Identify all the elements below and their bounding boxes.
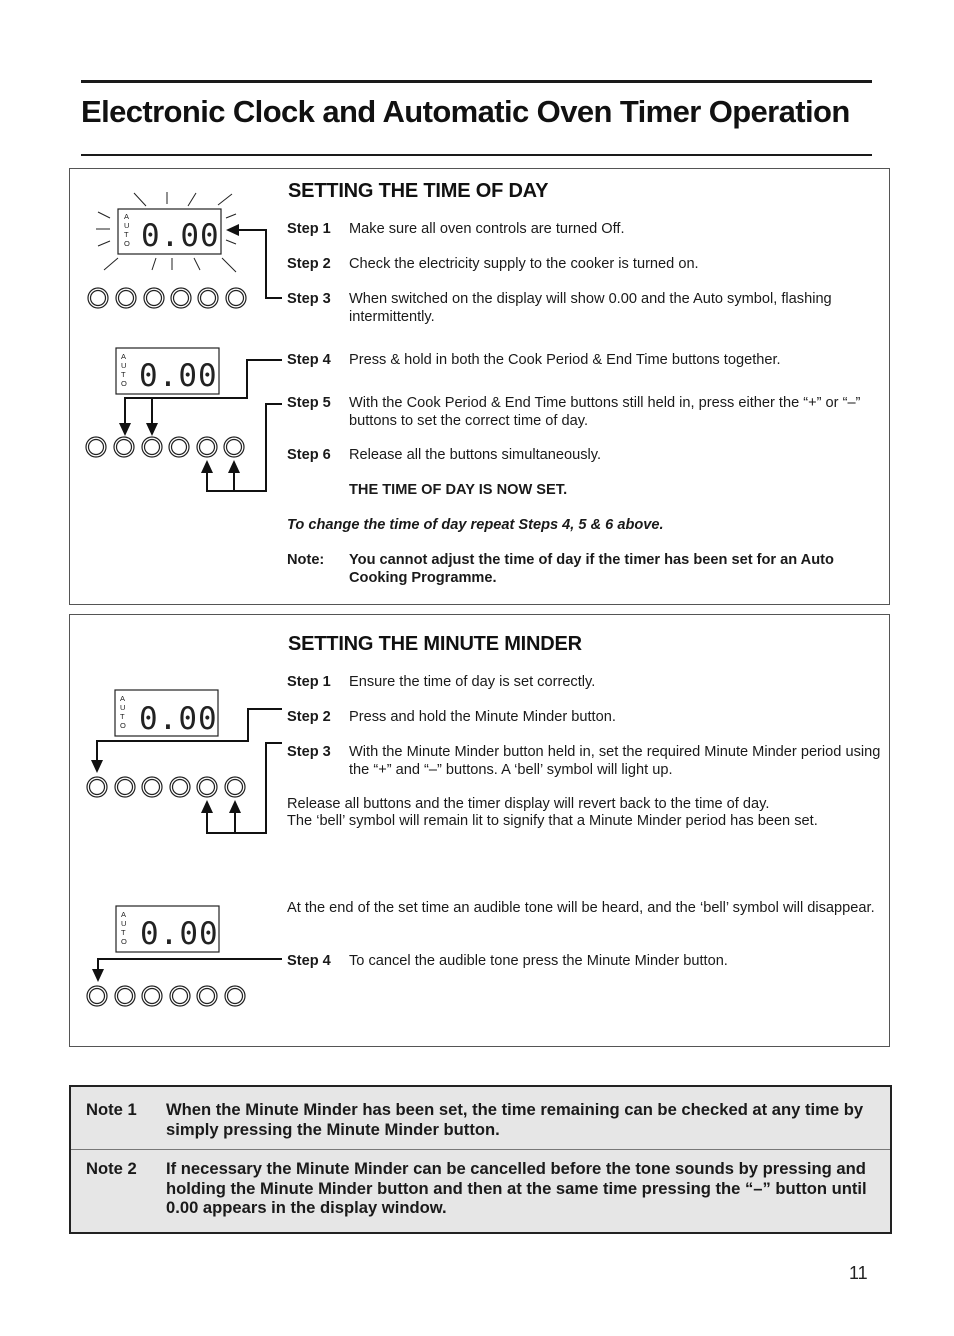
svg-text:O: O bbox=[120, 721, 126, 730]
svg-text:T: T bbox=[120, 712, 125, 721]
step-text: Make sure all oven controls are turned Off. bbox=[349, 221, 625, 237]
display-readout: 0.00 bbox=[141, 218, 220, 254]
section-heading-minute-minder: SETTING THE MINUTE MINDER bbox=[288, 633, 582, 655]
svg-text:O: O bbox=[121, 937, 127, 946]
step-label: Step 5 bbox=[287, 395, 331, 411]
end-paragraph: At the end of the set time an audible tone will be heard, and the ‘bell’ symbol will disappear. bbox=[287, 900, 875, 916]
svg-text:T: T bbox=[121, 928, 126, 937]
step-text: Press & hold in both the Cook Period & End Time buttons together. bbox=[349, 352, 781, 368]
note-label: Note 1 bbox=[86, 1100, 137, 1119]
svg-text:0.00: 0.00 bbox=[139, 358, 218, 394]
step-text: Check the electricity supply to the cooker is turned on. bbox=[349, 256, 699, 272]
step-label: Step 6 bbox=[287, 447, 331, 463]
page-number: 11 bbox=[849, 1263, 868, 1283]
notes-box bbox=[69, 1085, 892, 1234]
svg-text:O: O bbox=[121, 379, 127, 388]
step-label: Step 4 bbox=[287, 953, 331, 969]
confirmation-text: THE TIME OF DAY IS NOW SET. bbox=[349, 482, 568, 498]
svg-text:0.00: 0.00 bbox=[140, 916, 219, 952]
note-1 bbox=[71, 1087, 890, 1150]
note-label: Note 2 bbox=[86, 1159, 137, 1178]
auto-letter: O bbox=[124, 239, 130, 248]
step-text: Ensure the time of day is set correctly. bbox=[349, 674, 596, 690]
svg-text:0.00: 0.00 bbox=[139, 701, 218, 737]
svg-text:U: U bbox=[120, 703, 126, 712]
step-label: Step 2 bbox=[287, 256, 331, 272]
repeat-instruction: To change the time of day repeat Steps 4, 5 & 6 above. bbox=[287, 517, 664, 533]
step-text: To cancel the audible tone press the Minute Minder button. bbox=[349, 953, 728, 969]
timer-display-4 bbox=[116, 906, 219, 952]
note-text: When the Minute Minder has been set, the time remaining can be checked at any time by simply pressing the Minute Minder button. bbox=[166, 1100, 864, 1139]
svg-text:U: U bbox=[121, 361, 127, 370]
section-heading-time-of-day: SETTING THE TIME OF DAY bbox=[288, 180, 549, 202]
auto-letter: U bbox=[124, 221, 130, 230]
step-label: Step 1 bbox=[287, 674, 331, 690]
note-label: Note: bbox=[287, 552, 325, 568]
step-text: When switched on the display will show 0.00 and the Auto symbol, flashing intermittently. bbox=[349, 291, 832, 325]
auto-letter: T bbox=[124, 230, 129, 239]
page-title: Electronic Clock and Automatic Oven Timer Operation bbox=[81, 94, 850, 129]
svg-text:T: T bbox=[121, 370, 126, 379]
auto-letter: A bbox=[124, 212, 130, 221]
svg-text:A: A bbox=[121, 910, 127, 919]
note-text: If necessary the Minute Minder can be cancelled before the tone sounds by pressing and holding the Minute Minder button and then at the same time pressing the “–” button until 0.00 appears in the display window. bbox=[166, 1159, 867, 1217]
step-text: With the Minute Minder button held in, set the required Minute Minder period using the “+” and “–” buttons. A ‘bell’ symbol will light up. bbox=[349, 744, 881, 778]
step-label: Step 4 bbox=[287, 352, 331, 368]
step-text: Press and hold the Minute Minder button. bbox=[349, 709, 616, 725]
button-row-3 bbox=[87, 777, 245, 797]
step-label: Step 1 bbox=[287, 221, 331, 237]
step-label: Step 2 bbox=[287, 709, 331, 725]
note-text: You cannot adjust the time of day if the timer has been set for an Auto Cooking Programme. bbox=[349, 552, 834, 586]
release-paragraph-2: The ‘bell’ symbol will remain lit to signify that a Minute Minder period has been set. bbox=[287, 813, 818, 829]
step-label: Step 3 bbox=[287, 744, 331, 760]
connector-mm-step4 bbox=[98, 959, 282, 972]
button-row-4 bbox=[87, 986, 245, 1006]
svg-text:A: A bbox=[120, 694, 126, 703]
step-text: Release all the buttons simultaneously. bbox=[349, 447, 602, 463]
step-label: Step 3 bbox=[287, 291, 331, 307]
release-paragraph-1: Release all buttons and the timer display will revert back to the time of day. bbox=[287, 796, 770, 812]
timer-display-3 bbox=[115, 690, 218, 737]
note-2 bbox=[71, 1150, 890, 1232]
svg-text:U: U bbox=[121, 919, 127, 928]
step-text: With the Cook Period & End Time buttons still held in, press either the “+” or “–” buttons to set the correct time of day. bbox=[349, 395, 861, 429]
svg-text:A: A bbox=[121, 352, 127, 361]
